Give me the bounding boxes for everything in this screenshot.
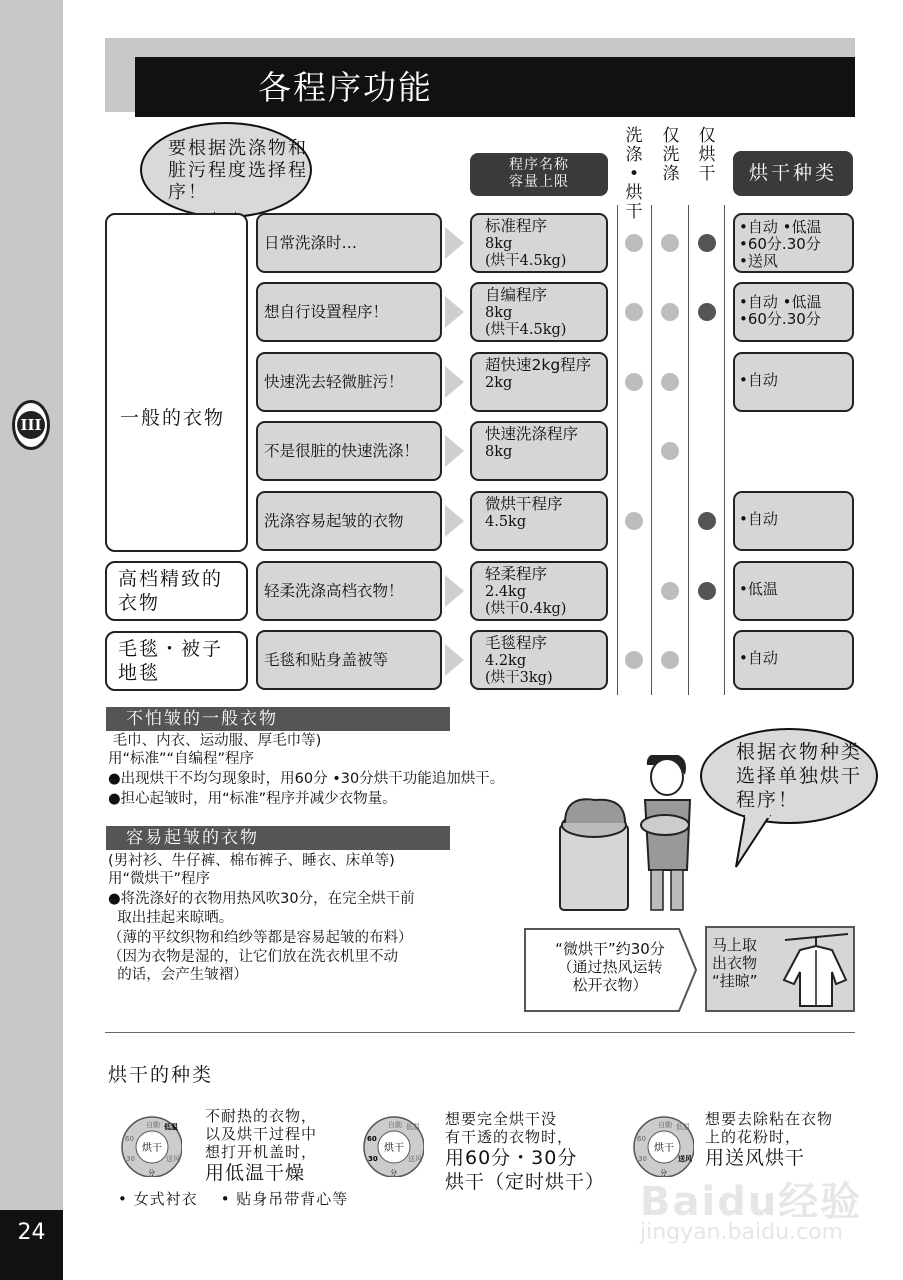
- svg-text:分: 分: [390, 1169, 397, 1177]
- function-dot-wash-only: [661, 373, 679, 391]
- use-case: 洗涤容易起皱的衣物: [256, 491, 442, 551]
- section2-line: (男衬衫、牛仔裤、棉布裤子、睡衣、床单等): [108, 853, 395, 869]
- program-box: 快速洗涤程序 8kg: [470, 421, 608, 481]
- function-dot-dry-only: [698, 512, 716, 530]
- dry-type-desc-timed: 想要完全烘干没 有干透的衣物时， 用60分・30分 烘干（定时烘干）: [445, 1110, 606, 1193]
- dry-dial-icon: [632, 1115, 694, 1177]
- arrow-right-icon: [445, 366, 464, 398]
- function-dot-dry-only: [698, 303, 716, 321]
- col-divider: [688, 205, 689, 695]
- category-delicate-label: 高档精致的衣物: [118, 568, 224, 614]
- intro-bubble-text: 要根据洗涤物和脏污程度选择程序！: [168, 138, 308, 203]
- washer-woman-illustration: [555, 755, 705, 915]
- title-bar: [135, 57, 855, 117]
- svg-text:烘干: 烘干: [654, 1143, 674, 1154]
- use-case: 毛毯和贴身盖被等: [256, 630, 442, 690]
- function-dot-dry-only: [698, 582, 716, 600]
- dry-type-box: •自动 •低温 •60分.30分: [733, 282, 854, 342]
- col-wash-only-header: 仅 洗 涤: [662, 126, 680, 184]
- use-case: 不是很脏的快速洗涤！: [256, 421, 442, 481]
- dry-type-box: •自动: [733, 491, 854, 551]
- svg-text:分: 分: [148, 1169, 155, 1177]
- section2-line: （因为衣物是湿的，让它们放在洗衣机里不动: [108, 949, 398, 965]
- function-dot-wash-only: [661, 303, 679, 321]
- svg-text:低温: 低温: [676, 1123, 690, 1131]
- shirt-icon: [780, 932, 852, 1008]
- arrow-right-icon: [445, 227, 464, 259]
- arrow-right-icon: [445, 644, 464, 676]
- program-box: 毛毯程序 4.2kg (烘干3kg): [470, 630, 608, 690]
- function-dot-wash-only: [661, 234, 679, 252]
- function-dot-wash-dry: [625, 234, 643, 252]
- dry-type-header: 烘干种类: [733, 151, 853, 196]
- svg-text:60: 60: [637, 1135, 646, 1143]
- col-divider: [651, 205, 652, 695]
- divider: [105, 1032, 855, 1033]
- svg-text:烘干: 烘干: [384, 1143, 404, 1154]
- section2-line: ●将洗涤好的衣物用热风吹30分，在完全烘干前: [108, 891, 415, 907]
- use-case: 想自行设置程序！: [256, 282, 442, 342]
- svg-text:自動: 自動: [146, 1121, 160, 1129]
- bubble-tail: [730, 815, 780, 870]
- page-number: 24: [0, 1210, 63, 1280]
- svg-text:60: 60: [367, 1135, 377, 1143]
- arrow-right-icon: [445, 435, 464, 467]
- arrow-right-icon: [445, 575, 464, 607]
- function-dot-wash-only: [661, 651, 679, 669]
- section1-line: ●担心起皱时，用“标准”程序并减少衣物量。: [108, 791, 397, 807]
- dry-type-box: •自动: [733, 630, 854, 690]
- svg-text:低温: 低温: [164, 1123, 178, 1131]
- right-bubble-text: 根据衣物种类选择单独烘干程序！: [736, 741, 863, 811]
- dry-type-box: •自动 •低温 •60分.30分 •送风: [733, 213, 854, 273]
- hang-note: 马上取 出衣物 “挂晾”: [712, 936, 758, 990]
- svg-text:30: 30: [126, 1155, 135, 1163]
- svg-text:送风: 送风: [408, 1155, 422, 1163]
- svg-text:自動: 自動: [388, 1121, 402, 1129]
- category-general-label: 一般的衣物: [120, 407, 226, 429]
- function-dot-wash-dry: [625, 303, 643, 321]
- svg-text:烘干: 烘干: [142, 1143, 162, 1154]
- chapter-badge: III: [12, 400, 50, 450]
- use-case: 快速洗去轻微脏污！: [256, 352, 442, 412]
- dry-type-desc-low: 不耐热的衣物， 以及烘干过程中 想打开机盖时， 用低温干燥: [205, 1107, 318, 1184]
- section1-line: 毛巾、内衣、运动服、厚毛巾等): [108, 733, 322, 749]
- section1-line: 用“标准”“自编程”程序: [108, 751, 255, 767]
- col-divider: [724, 205, 725, 695]
- program-box: 微烘干程序 4.5kg: [470, 491, 608, 551]
- svg-text:30: 30: [638, 1155, 647, 1163]
- use-case: 日常洗涤时…: [256, 213, 442, 273]
- arrow-right-icon: [445, 505, 464, 537]
- watermark-url: jingyan.baidu.com: [640, 1220, 844, 1245]
- section-heading-wrinkle-prone: 容易起皱的衣物: [106, 826, 450, 850]
- dry-examples: • 女式衬衣 • 贴身吊带背心等: [118, 1190, 349, 1208]
- use-case: 轻柔洗涤高档衣物！: [256, 561, 442, 621]
- function-dot-wash-dry: [625, 512, 643, 530]
- svg-text:30: 30: [368, 1155, 378, 1163]
- dry-dial-icon: [362, 1115, 424, 1177]
- dry-dial-icon: [120, 1115, 182, 1177]
- svg-text:送风: 送风: [166, 1155, 180, 1163]
- svg-text:低温: 低温: [406, 1123, 420, 1131]
- svg-text:60: 60: [125, 1135, 134, 1143]
- function-dot-wash-dry: [625, 373, 643, 391]
- col-wash-dry-header: 洗 涤 • 烘 干: [625, 126, 643, 222]
- svg-text:自動: 自動: [658, 1121, 672, 1129]
- program-box: 超快速2kg程序 2kg: [470, 352, 608, 412]
- program-header: 程序名称 容量上限: [470, 153, 608, 196]
- program-box: 轻柔程序 2.4kg (烘干0.4kg): [470, 561, 608, 621]
- dry-type-desc-air: 想要去除粘在衣物 上的花粉时， 用送风烘干: [705, 1110, 834, 1169]
- chapter-sidebar: [0, 0, 63, 1280]
- function-dot-wash-dry: [625, 651, 643, 669]
- category-general: [105, 213, 248, 552]
- section1-line: ●出现烘干不均匀现象时，用60分 •30分烘干功能追加烘干。: [108, 771, 505, 787]
- micro-dry-note: “微烘干”约30分 （通过热风运转 松开衣物）: [555, 940, 665, 994]
- function-dot-wash-only: [661, 442, 679, 460]
- svg-text:送风: 送风: [678, 1155, 692, 1163]
- dry-type-box: •低温: [733, 561, 854, 621]
- dry-type-box: •自动: [733, 352, 854, 412]
- drying-types-title: 烘干的种类: [108, 1064, 214, 1086]
- section2-line: （薄的平纹织物和绉纱等都是容易起皱的布料）: [108, 930, 413, 946]
- arrow-right-icon: [445, 296, 464, 328]
- section2-line: 取出挂起来晾晒。: [108, 910, 234, 926]
- col-dry-only-header: 仅 烘 干: [698, 126, 716, 184]
- col-divider: [617, 205, 618, 695]
- section-heading-wrinkle-free: 不怕皱的一般衣物: [106, 707, 450, 731]
- function-dot-wash-only: [661, 582, 679, 600]
- program-box: 标准程序 8kg (烘干4.5kg): [470, 213, 608, 273]
- watermark-logo: Baidu经验: [640, 1179, 863, 1225]
- function-dot-dry-only: [698, 234, 716, 252]
- svg-text:分: 分: [660, 1169, 667, 1177]
- category-blanket-label: 毛毯・被子地毯: [118, 638, 224, 684]
- program-box: 自编程序 8kg (烘干4.5kg): [470, 282, 608, 342]
- section2-line: 用“微烘干”程序: [108, 871, 211, 887]
- page-title: 各程序功能: [258, 68, 433, 107]
- section2-line: 的话，会产生皱褶）: [108, 967, 248, 983]
